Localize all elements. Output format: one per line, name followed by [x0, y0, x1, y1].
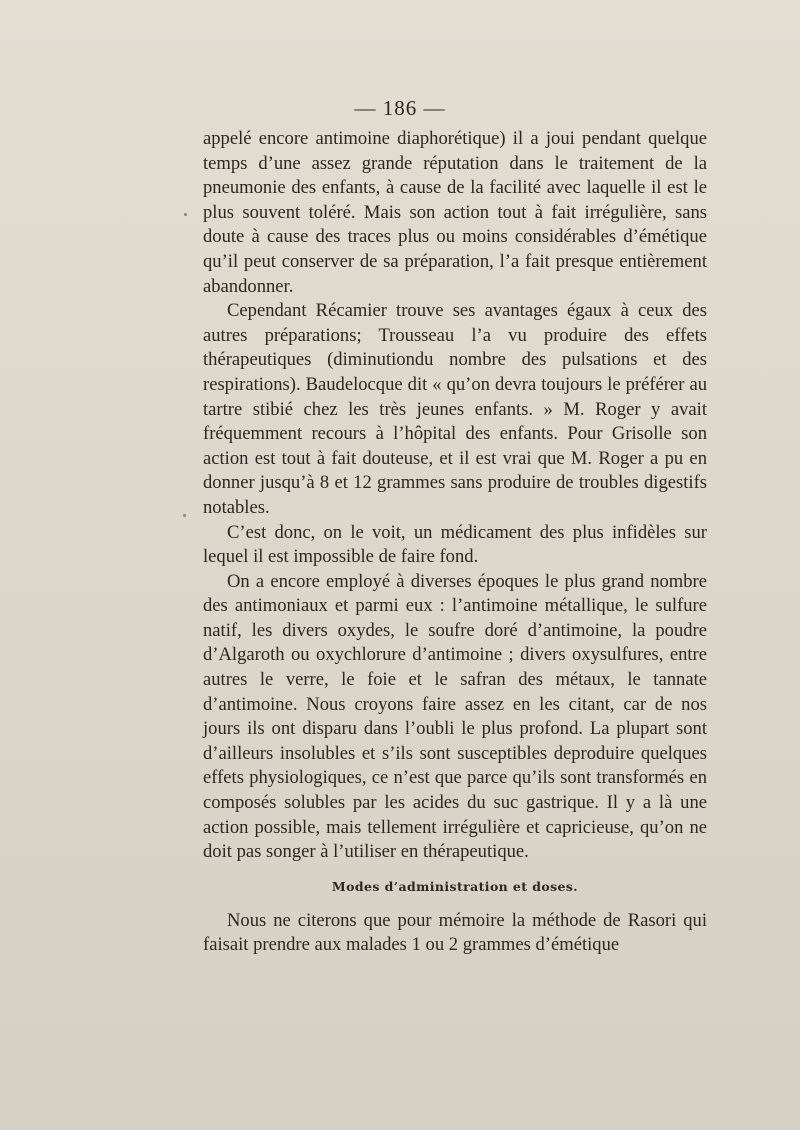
- paragraph-5: Nous ne citerons que pour mémoire la méthode de Rasori qui faisait prendre aux malades 1 ou 2 grammes d’émétique: [203, 909, 707, 956]
- margin-speck: [183, 514, 186, 517]
- paragraph-2: Cependant Récamier trouve ses avantages égaux à ceux des autres préparations; Trousseau l’a vu produire des effets thérapeutiques (diminutiondu nombre des pulsations et des respirations). Baudelocque dit « qu’on devra toujours le préférer au tartre stibié chez les très jeunes enfants. » M. Roger y avait fréquemment recours à l’hôpital des enfants. Pour Grisolle son action est tout à fait douteuse, et il est vrai que M. Roger a pu en donner jusqu’à 8 et 12 grammes sans produire de troubles digestifs notables.: [203, 300, 707, 518]
- page-number: — 186 —: [354, 96, 446, 120]
- section-heading: Modes d’administration et doses.: [331, 878, 579, 894]
- margin-speck: [184, 213, 187, 216]
- paragraph-4: On a encore employé à diverses époques le plus grand nombre des antimoniaux et parmi eux : l’antimoine métallique, le sulfure natif, les divers oxydes, le soufre doré d’antimoine, la poudre d’Algaroth ou oxychlorure d’antimoine ; divers oxysulfures, entre autres le verre, le foie et le safran des métaux, le tannate d’antimoine. Nous croyons faire assez en les citant, car de nos jours ils ont disparu dans l’oubli le plus profond. La plupart sont d’ailleurs insolubles et s’ils sont susceptibles deproduire quelques effets physiologiques, ce n’est que parce qu’ils sont transformés en composés solubles par les acides du suc gastrique. Il y a là une action possible, mais tellement irrégulière et capricieuse, qu’on ne doit pas songer à l’utiliser en thérapeutique.: [203, 570, 707, 863]
- paragraph-3: C’est donc, on le voit, un médicament des plus infidèles sur lequel il est impossible de faire fond.: [203, 521, 707, 568]
- body-text: [203, 127, 707, 958]
- paragraph-1: appelé encore antimoine diaphorétique) il a joui pendant quelque temps d’une assez grande réputation dans le traitement de la pneumonie des enfants, à cause de la facilité avec laquelle il est le plus souvent toléré. Mais son action tout à fait irrégulière, sans doute à cause des traces plus ou moins considérables d’émétique qu’il peut conserver de sa préparation, l’a fait presque entièrement abandonner.: [203, 128, 707, 297]
